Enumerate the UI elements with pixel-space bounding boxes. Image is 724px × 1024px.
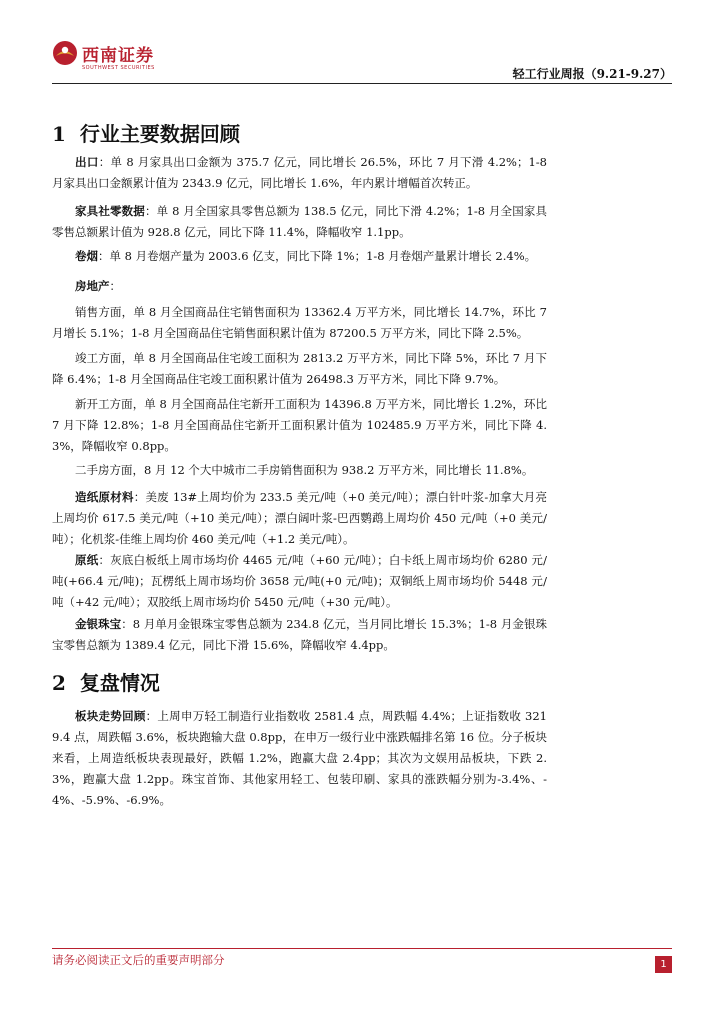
paragraph-completion	[52, 348, 547, 390]
section-heading-1	[52, 120, 240, 148]
section-title: 行业主要数据回顾	[79, 122, 240, 146]
paragraph-text: ：上周申万轻工制造行业指数收 2581.4 点，周跌幅 4.4%；上证指数收 3219.4 点，周跌幅 3.6%，板块跑输大盘 0.8pp，在申万一级行业中涨跌幅排名第 16 位。分子板块来看，上周造纸板块表现最好，跌幅 1.2%，跑赢大盘 2.4pp；其次为文娱用品板块，下跌 2.3%，跑赢大盘 1.2pp。珠宝首饰、其他家用轻工、包装印刷、家具的涨跌幅分别为-3.4%、-4%、-5.9%、-6.9%。	[52, 709, 547, 807]
paragraph-text: 竣工方面，单 8 月全国商品住宅竣工面积为 2813.2 万平方米，同比下降 5%，环比 7 月下降 6.4%；1-8 月全国商品住宅竣工面积累计值为 26498.3 万平方米，同比下降 9.7%。	[52, 351, 547, 386]
paragraph-export	[52, 152, 547, 194]
paragraph-sales	[52, 302, 547, 344]
paragraph-text: ：美废 13#上周均价为 233.5 美元/吨（+0 美元/吨）；漂白针叶浆-加拿大月亮上周均价 617.5 美元/吨（+10 美元/吨）；漂白阔叶浆-巴西鹦鹉上周均价 450 元/吨（+0 美元/吨）；化机浆-佳维上周均价 460 美元/吨（+1.2 美元/吨）。	[52, 490, 547, 546]
section-heading-2	[52, 669, 160, 697]
paragraph-text: 销售方面，单 8 月全国商品住宅销售面积为 13362.4 万平方米，同比增长 14.7%，环比 7 月增长 5.1%；1-8 月全国商品住宅销售面积累计值为 87200.5 万平方米，同比下降 2.5%。	[52, 305, 547, 340]
section-title: 复盘情况	[79, 671, 160, 695]
report-title: 轻工行业周报（9.21-9.27）	[512, 67, 672, 81]
paragraph-sector-review	[52, 706, 547, 811]
paragraph-lead: 房地产	[75, 279, 110, 293]
paragraph-real-estate	[52, 276, 547, 297]
paragraph-text: ：单 8 月卷烟产量为 2003.6 亿支，同比下降 1%；1-8 月卷烟产量累计增长 2.4%。	[98, 249, 537, 263]
paragraph-lead: 卷烟	[75, 249, 98, 263]
paragraph-lead: 原纸	[75, 553, 99, 567]
paragraph-lead: 造纸原材料	[75, 490, 134, 504]
paragraph-text: ：单 8 月全国家具零售总额为 138.5 亿元，同比下滑 4.2%；1-8 月全国家具零售总额累计值为 928.8 亿元，同比下降 11.4%，降幅收窄 1.1pp。	[52, 204, 548, 239]
paragraph-furniture-retail	[52, 201, 547, 243]
paragraph-new-construction	[52, 394, 547, 457]
section-number: 2	[52, 671, 66, 695]
paragraph-text: ：8 月单月金银珠宝零售总额为 234.8 亿元，当月同比增长 15.3%；1-8 月金银珠宝零售总额为 1389.4 亿元，同比下滑 15.6%，降幅收窄 4.4pp。	[52, 617, 547, 652]
paragraph-text: ：单 8 月家具出口金额为 375.7 亿元，同比增长 26.5%，环比 7 月下滑 4.2%；1-8 月家具出口金额累计值为 2343.9 亿元，同比增长 1.6%，年内累计增幅首次转正。	[52, 155, 547, 190]
logo-chinese-name: 西南证券	[82, 46, 154, 66]
logo-emblem-icon	[52, 40, 78, 66]
page-number: 1	[655, 956, 672, 973]
footer-disclaimer: 请务必阅读正文后的重要声明部分	[52, 953, 225, 967]
paragraph-paper-raw-materials	[52, 487, 547, 550]
paragraph-text: ：	[109, 279, 121, 293]
paragraph-lead: 板块走势回顾	[75, 709, 146, 723]
paragraph-base-paper	[52, 550, 547, 613]
paragraph-lead: 家具社零数据	[75, 204, 145, 218]
logo-english-name: SOUTHWEST SECURITIES	[82, 65, 155, 71]
paragraph-text: 二手房方面，8 月 12 个大中城市二手房销售面积为 938.2 万平方米，同比增长 11.8%。	[75, 463, 534, 477]
paragraph-text: 新开工方面，单 8 月全国商品住宅新开工面积为 14396.8 万平方米，同比增长 1.2%，环比 7 月下降 12.8%；1-8 月全国商品住宅新开工面积累计值为 102485.9 万平方米，同比下降 4.3%，降幅收窄 0.8pp。	[52, 397, 547, 453]
header-divider	[52, 83, 672, 84]
section-number: 1	[52, 122, 66, 146]
footer-divider	[52, 948, 672, 949]
company-logo	[52, 38, 162, 78]
paragraph-cigarettes	[52, 246, 547, 267]
paragraph-text: ：灰底白板纸上周市场均价 4465 元/吨（+60 元/吨）；白卡纸上周市场均价 6280 元/吨(+66.4 元/吨)；瓦楞纸上周市场均价 3658 元/吨(+0 元/吨)；双铜纸上周市场均价 5448 元/吨（+42 元/吨）；双胶纸上周市场均价 5450 元/吨（+30 元/吨）。	[52, 553, 547, 609]
paragraph-second-hand	[52, 460, 547, 481]
paragraph-lead: 金银珠宝	[75, 617, 122, 631]
paragraph-jewelry	[52, 614, 547, 656]
paragraph-lead: 出口	[75, 155, 99, 169]
